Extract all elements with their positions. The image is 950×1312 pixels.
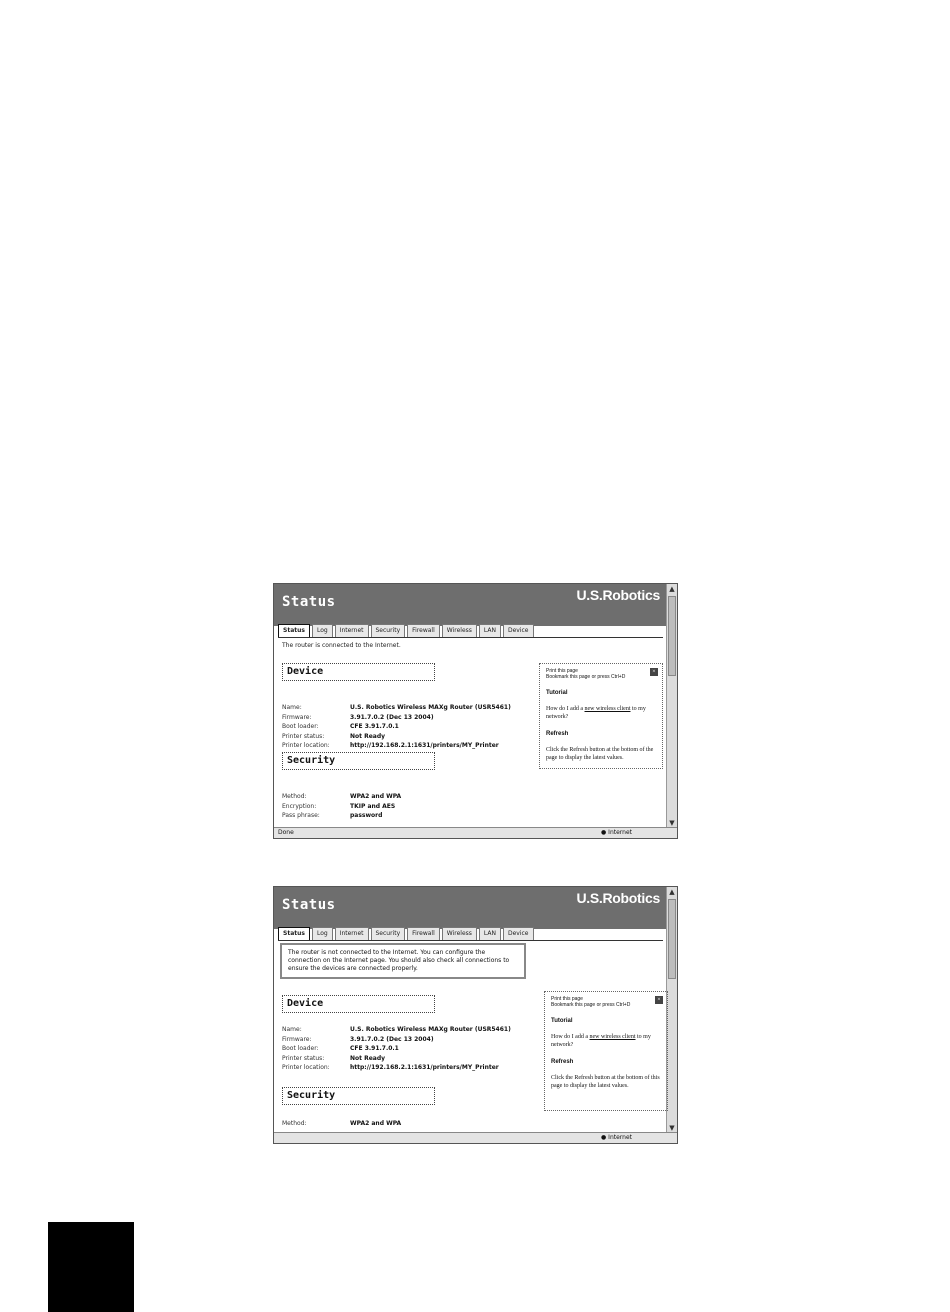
- page-edge-marker: [48, 1222, 134, 1312]
- security-row: [282, 793, 542, 803]
- tutorial-text-pre: How do I add a: [551, 1034, 590, 1040]
- bookmark-hint: Bookmark this page or press Ctrl+D: [546, 674, 626, 680]
- tab-security[interactable]: Security: [371, 624, 406, 637]
- close-icon[interactable]: ×: [655, 996, 663, 1004]
- device-row: [282, 733, 542, 743]
- tutorial-text-post: to my network?: [551, 1034, 651, 1048]
- browser-status-bar: [274, 1132, 677, 1143]
- security-info: [282, 1120, 542, 1130]
- device-row: [282, 742, 542, 752]
- security-row: [282, 812, 542, 822]
- device-section-heading: Device: [282, 663, 435, 681]
- value-encryption: TKIP and AES: [350, 802, 396, 810]
- help-panel: [539, 663, 663, 769]
- page-title: Status: [282, 594, 336, 610]
- vertical-scrollbar[interactable]: [666, 584, 677, 828]
- connection-warning: The router is not connected to the Internet. You can configure the connection on the Internet page. You should also check all connections to ensure the devices are connected properly.: [280, 943, 526, 979]
- label-firmware: Firmware:: [282, 1035, 312, 1043]
- label-encryption: Encryption:: [282, 802, 317, 810]
- tutorial-text: [546, 705, 656, 721]
- page-header: [274, 584, 666, 626]
- value-name: U.S. Robotics Wireless MAXg Router (USR5461): [350, 704, 511, 711]
- new-wireless-client-link[interactable]: new wireless client: [589, 1034, 636, 1040]
- device-row: [282, 723, 542, 733]
- page-header: [274, 887, 666, 929]
- value-method: WPA2 and WPA: [350, 793, 402, 800]
- tab-bar: [278, 624, 663, 638]
- label-boot-loader: Boot loader:: [282, 723, 319, 730]
- print-page-link[interactable]: Print this page: [546, 668, 578, 674]
- brand-logo: U.S.Robotics: [576, 587, 660, 603]
- device-row: [282, 704, 542, 714]
- label-name: Name:: [282, 1026, 302, 1033]
- tab-log[interactable]: Log: [312, 927, 333, 940]
- globe-icon: ●: [601, 1134, 607, 1141]
- tab-status[interactable]: Status: [278, 624, 310, 637]
- refresh-heading: Refresh: [546, 731, 569, 737]
- value-printer-location: http://192.168.2.1:1631/printers/MY_Printer: [350, 742, 499, 749]
- security-info: [282, 793, 542, 822]
- scroll-down-icon[interactable]: ▼: [669, 819, 675, 827]
- new-wireless-client-link[interactable]: new wireless client: [584, 706, 631, 712]
- device-row: [282, 1036, 542, 1046]
- connection-message: The router is connected to the Internet.: [282, 642, 401, 649]
- label-firmware: Firmware:: [282, 713, 312, 721]
- label-boot-loader: Boot loader:: [282, 1045, 319, 1052]
- value-boot-loader: CFE 3.91.7.0.1: [350, 723, 399, 730]
- scroll-thumb[interactable]: [668, 899, 676, 979]
- tab-security[interactable]: Security: [371, 927, 406, 940]
- bookmark-hint: Bookmark this page or press Ctrl+D: [551, 1002, 631, 1008]
- label-method: Method:: [282, 793, 307, 800]
- tab-bar: [278, 927, 663, 941]
- internet-zone: [601, 1133, 632, 1143]
- tutorial-heading: Tutorial: [546, 690, 568, 696]
- internet-zone-label: Internet: [608, 1134, 632, 1141]
- tab-firewall[interactable]: Firewall: [407, 927, 440, 940]
- tab-firewall[interactable]: Firewall: [407, 624, 440, 637]
- device-row: [282, 1064, 542, 1074]
- close-icon[interactable]: ×: [650, 668, 658, 676]
- value-method: WPA2 and WPA: [350, 1120, 402, 1127]
- label-name: Name:: [282, 704, 302, 711]
- label-printer-status: Printer status:: [282, 732, 325, 740]
- tutorial-text-pre: How do I add a: [546, 706, 585, 712]
- label-printer-status: Printer status:: [282, 1054, 325, 1062]
- refresh-heading: Refresh: [551, 1059, 574, 1065]
- status-done: Done: [278, 829, 294, 836]
- value-boot-loader: CFE 3.91.7.0.1: [350, 1045, 399, 1052]
- status-content: [282, 945, 663, 1131]
- device-section-heading: Device: [282, 995, 435, 1013]
- page-title: Status: [282, 897, 336, 913]
- print-page-link[interactable]: Print this page: [551, 996, 583, 1002]
- device-row: [282, 1045, 542, 1055]
- internet-zone: [601, 828, 632, 838]
- browser-status-bar: [274, 827, 677, 838]
- tab-internet[interactable]: Internet: [335, 624, 369, 637]
- value-printer-location: http://192.168.2.1:1631/printers/MY_Printer: [350, 1064, 499, 1071]
- tab-device[interactable]: Device: [503, 927, 534, 940]
- status-content: [282, 642, 663, 826]
- tab-lan[interactable]: LAN: [479, 927, 501, 940]
- tutorial-text-post: to my network?: [546, 706, 646, 720]
- tutorial-text: [551, 1033, 661, 1049]
- value-printer-status: Not Ready: [350, 732, 386, 740]
- tab-device[interactable]: Device: [503, 624, 534, 637]
- label-printer-location: Printer location:: [282, 742, 330, 749]
- security-section-heading: Security: [282, 1087, 435, 1105]
- tab-wireless[interactable]: Wireless: [442, 927, 477, 940]
- label-method: Method:: [282, 1120, 307, 1127]
- value-name: U.S. Robotics Wireless MAXg Router (USR5461): [350, 1026, 511, 1033]
- tab-wireless[interactable]: Wireless: [442, 624, 477, 637]
- scroll-thumb[interactable]: [668, 596, 676, 676]
- security-section-heading: Security: [282, 752, 435, 770]
- security-row: [282, 1120, 542, 1130]
- device-row: [282, 1055, 542, 1065]
- brand-logo: U.S.Robotics: [576, 890, 660, 906]
- scroll-up-icon[interactable]: ▲: [669, 585, 675, 593]
- help-panel: [544, 991, 668, 1111]
- device-row: [282, 714, 542, 724]
- tutorial-heading: Tutorial: [551, 1018, 573, 1024]
- refresh-text: Click the Refresh button at the bottom of the page to display the latest values.: [546, 747, 654, 761]
- label-printer-location: Printer location:: [282, 1064, 330, 1071]
- security-row: [282, 803, 542, 813]
- scroll-down-icon[interactable]: ▼: [669, 1124, 675, 1132]
- value-pass-phrase: password: [350, 812, 383, 819]
- globe-icon: ●: [601, 829, 607, 836]
- device-info: [282, 704, 542, 752]
- value-firmware: 3.91.7.0.2 (Dec 13 2004): [350, 1035, 434, 1043]
- tab-internet[interactable]: Internet: [335, 927, 369, 940]
- router-status-screenshot-connected: [273, 583, 678, 839]
- router-status-screenshot-not-connected: [273, 886, 678, 1144]
- tab-log[interactable]: Log: [312, 624, 333, 637]
- device-row: [282, 1026, 542, 1036]
- value-firmware: 3.91.7.0.2 (Dec 13 2004): [350, 713, 434, 721]
- scroll-up-icon[interactable]: ▲: [669, 888, 675, 896]
- device-info: [282, 1026, 542, 1074]
- label-pass-phrase: Pass phrase:: [282, 812, 320, 819]
- internet-zone-label: Internet: [608, 829, 632, 836]
- tab-status[interactable]: Status: [278, 927, 310, 940]
- refresh-text: Click the Refresh button at the bottom of this page to display the latest values.: [551, 1075, 660, 1089]
- tab-lan[interactable]: LAN: [479, 624, 501, 637]
- value-printer-status: Not Ready: [350, 1054, 386, 1062]
